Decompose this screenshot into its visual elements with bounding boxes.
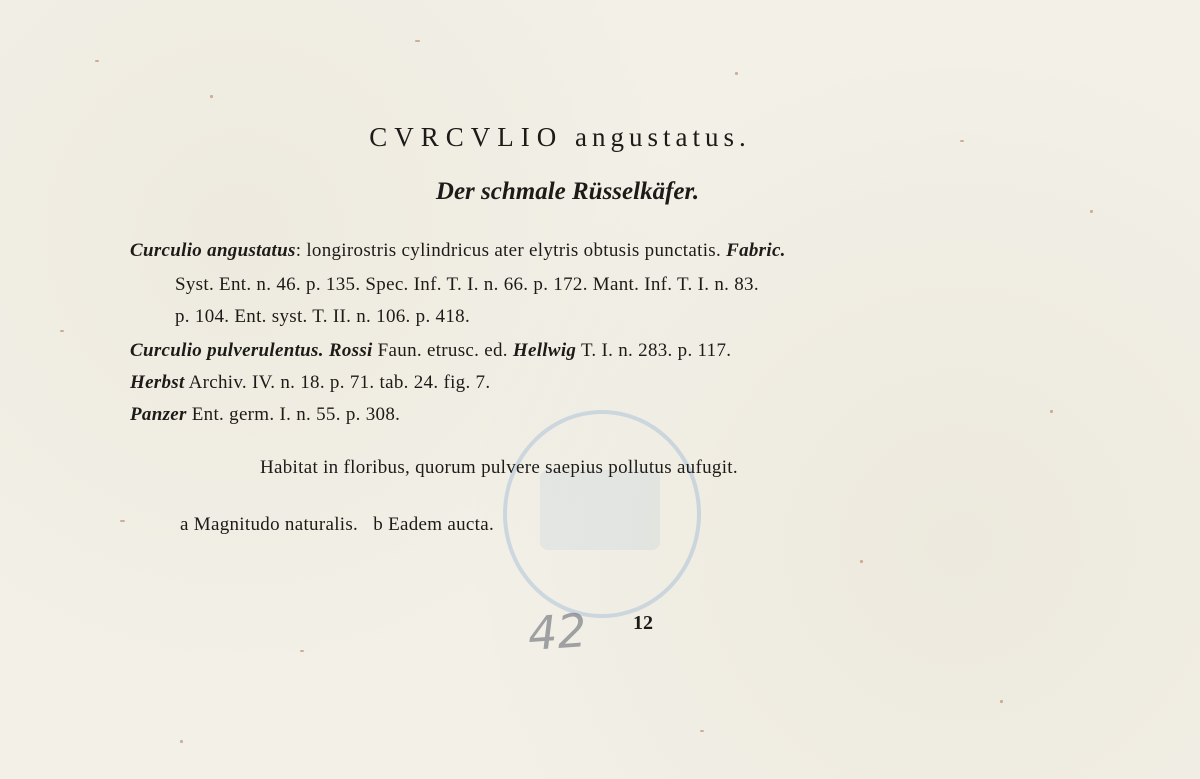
diagnosis-text: : longirostris cylindricus ater elytris obtusis punctatis. bbox=[295, 240, 722, 261]
paper-fleck bbox=[210, 95, 213, 98]
habitat-text: Habitat in floribus, quorum pulvere saepius pollutus aufugit. bbox=[260, 457, 738, 478]
author-name: Rossi bbox=[328, 340, 373, 361]
species-name: angustatus. bbox=[575, 122, 751, 152]
genus-name: CVRCVLIO bbox=[369, 122, 564, 152]
figure-captions: a Magnitudo naturalis. b Eadem aucta. bbox=[180, 514, 495, 535]
paper-fleck bbox=[95, 60, 99, 62]
page-number: 12 bbox=[633, 612, 653, 634]
synonymy-line-3: p. 104. Ent. syst. T. II. n. 106. p. 418. bbox=[175, 306, 471, 327]
author-name: Panzer bbox=[130, 404, 187, 425]
paper-fleck bbox=[300, 650, 304, 652]
reference-text: T. I. n. 283. p. 117. bbox=[580, 340, 732, 361]
paper-fleck bbox=[415, 40, 420, 42]
reference-text: Ent. germ. I. n. 55. p. 308. bbox=[191, 404, 401, 425]
paper-fleck bbox=[1090, 210, 1093, 213]
paper-fleck bbox=[1000, 700, 1003, 703]
paper-fleck bbox=[180, 740, 183, 743]
synonymy-line-4 bbox=[130, 340, 731, 362]
paper-fleck bbox=[700, 730, 704, 732]
library-stamp-text-area bbox=[540, 470, 660, 550]
author-name: Herbst bbox=[130, 372, 185, 393]
reference-text: Faun. etrusc. ed. bbox=[377, 340, 508, 361]
synonymy-line-1 bbox=[130, 240, 786, 262]
page-subtitle: Der schmale Rüsselkäfer. bbox=[435, 178, 700, 205]
page-title bbox=[0, 122, 1120, 153]
synonymy-line-2: Syst. Ent. n. 46. p. 135. Spec. Inf. T. I. n. 66. p. 172. Mant. Inf. T. I. n. 83. bbox=[175, 274, 759, 295]
paper-fleck bbox=[860, 560, 863, 563]
paper-fleck bbox=[1050, 410, 1053, 413]
paper-fleck bbox=[735, 72, 738, 75]
editor-name: Hellwig bbox=[512, 340, 577, 361]
taxon-name: Curculio angustatus bbox=[130, 240, 296, 261]
paper-fleck bbox=[120, 520, 125, 522]
synonymy-line-6 bbox=[130, 404, 400, 426]
taxon-name: Curculio pulverulentus. bbox=[130, 340, 324, 361]
synonymy-line-5 bbox=[130, 372, 490, 394]
paper-fleck bbox=[60, 330, 64, 332]
reference-text: Archiv. IV. n. 18. p. 71. tab. 24. fig. 7. bbox=[188, 372, 491, 393]
handwritten-note: 42 bbox=[526, 603, 589, 661]
author-name: Fabric. bbox=[726, 240, 786, 261]
